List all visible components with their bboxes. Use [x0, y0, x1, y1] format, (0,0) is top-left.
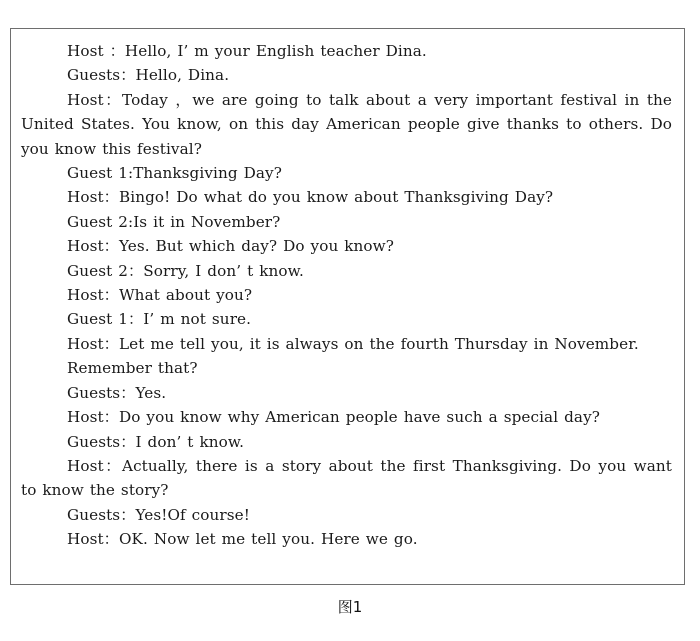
dialogue-line: Host：Let me tell you, it is always on the fourth Thursday in November. — [67, 334, 639, 353]
dialogue-line: Host：What about you? — [67, 286, 253, 305]
dialogue-line: Remember that? — [67, 359, 198, 378]
dialogue-line: Host ：Hello, I’ m your English teacher Dina. — [67, 42, 427, 60]
dialogue-line: Guests：Yes!Of course! — [67, 505, 250, 524]
dialogue-line: Host：Bingo! Do what do you know about Thanksgiving Day? — [67, 188, 554, 207]
dialogue-line: Host：OK. Now let me tell you. Here we go. — [67, 530, 418, 549]
dialogue-line: Host：Do you know why American people have such a special day? — [67, 408, 601, 427]
dialogue-line: Host：Yes. But which day? Do you know? — [67, 237, 395, 256]
dialogue-line: Guest 1:Thanksgiving Day? — [67, 164, 282, 183]
figure-caption: 图1 — [337, 598, 363, 616]
dialogue-box — [10, 28, 685, 585]
dialogue-line: Host：Actually, there is a story about the first Thanksgiving. Do you want to know the story? — [21, 456, 672, 500]
dialogue-line: Guests：I don’ t know. — [67, 432, 245, 451]
dialogue-line: Guest 2：Sorry, I don’ t know. — [67, 261, 304, 280]
dialogue-line: Guests：Yes. — [67, 383, 167, 402]
dialogue-line: Host：Today ，we are going to talk about a very important festival in the United States. You know, on this day American people give thanks to others. Do you know this festival? — [21, 90, 672, 158]
dialogue-line: Guest 2:Is it in November? — [67, 212, 281, 231]
dialogue-line: Guests：Hello, Dina. — [67, 66, 230, 85]
dialogue-line: Guest 1：I’ m not sure. — [67, 310, 252, 329]
